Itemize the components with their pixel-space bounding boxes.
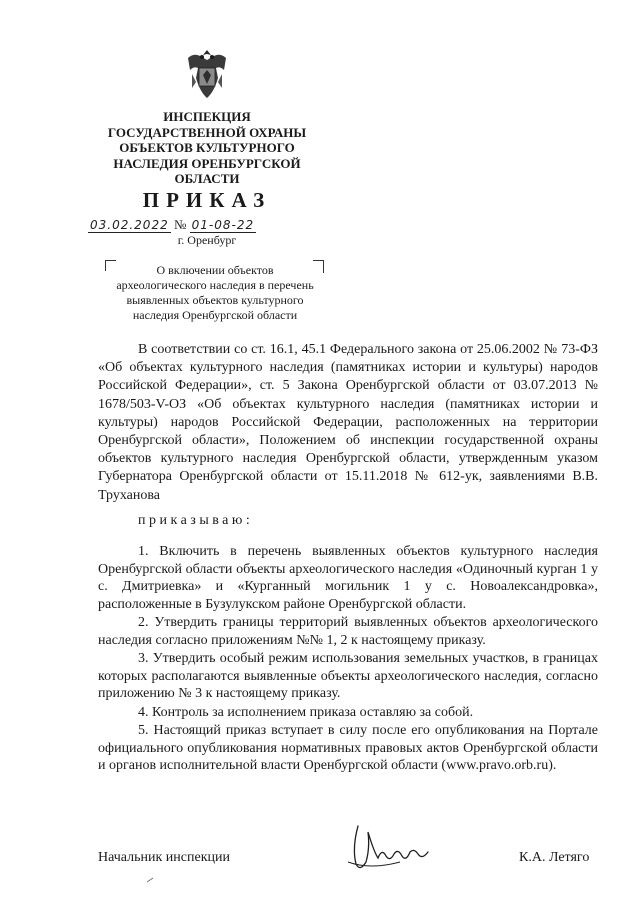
order-number: 01-08-22 bbox=[191, 218, 255, 232]
order-items bbox=[98, 543, 598, 776]
order-item: 3. Утвердить особый режим использования земельных участков, в границах которых располагаются выявленные объекты археологического наследия, согласно приложению № 3 к настоящему приказу. bbox=[98, 651, 598, 701]
agency-name bbox=[96, 109, 318, 187]
document-type-title: ПРИКАЗ bbox=[142, 188, 272, 212]
handwritten-signature bbox=[340, 818, 440, 878]
agency-line: НАСЛЕДИЯ ОРЕНБУРГСКОЙ bbox=[113, 155, 301, 171]
order-item: 1. Включить в перечень выявленных объектов культурного наследия Оренбургской области объекты археологического наследия «Одиночный курган 1 у с. Дмитриевка» и «Курганный могильник 1 у с. Новоалександровка», расположенные в Бузулукском районе Оренбургской области. bbox=[98, 544, 598, 612]
subject-line: наследия Оренбургской области bbox=[132, 308, 298, 322]
date-number-line bbox=[88, 217, 328, 233]
agency-line: ОБЪЕКТОВ КУЛЬТУРНОГО bbox=[119, 140, 295, 155]
agency-line: ОБЛАСТИ bbox=[174, 171, 240, 186]
coat-of-arms-icon bbox=[184, 48, 230, 102]
city-label: г. Оренбург bbox=[177, 233, 237, 247]
signatory-position: Начальник инспекции bbox=[98, 850, 230, 865]
subject-line: археологического наследия в перечень bbox=[116, 278, 314, 292]
prikazyvayu-heading: приказываю: bbox=[138, 513, 254, 528]
preamble-paragraph: В соответствии со ст. 16.1, 45.1 Федерального закона от 25.06.2002 № 73-ФЗ «Об объектах культурного наследия (памятниках истории и культуры) народов Российской Федерации», ст. 5 Закона Оренбургской области от 03.07.2013 № 1678/503-V-ОЗ «Об объектах культурного наследия (памятниках истории и культуры) народов Российской Федерации, расположенных на территории Оренбургской области», Положением об инспекции государственной охраны объектов культурного наследия Оренбургской области, утвержденным указом Губернатора Оренбургской области от 15.11.2018 № 612-ук, заявлениями В.В. Труханова bbox=[98, 342, 598, 503]
order-item: 5. Настоящий приказ вступает в силу после его опубликования на Портале официального опубликования нормативных правовых актов Оренбургской области и органов исполнительной власти Оренбургской области (www.pravo.orb.ru). bbox=[98, 723, 598, 773]
signatory-name: К.А. Летяго bbox=[519, 850, 590, 865]
order-item: 4. Контроль за исполнением приказа оставляю за собой. bbox=[138, 704, 474, 720]
order-date: 03.02.2022 bbox=[90, 218, 169, 232]
subject-line: О включении объектов bbox=[156, 263, 274, 277]
order-item: 2. Утвердить границы территорий выявленных объектов археологического наследия согласно приложениям №№ 1, 2 к настоящему приказу. bbox=[98, 615, 598, 648]
scan-mark bbox=[146, 876, 154, 884]
subject-line: выявленных объектов культурного bbox=[126, 293, 304, 307]
number-sign: № bbox=[173, 217, 187, 232]
agency-line: ИНСПЕКЦИЯ bbox=[163, 109, 251, 124]
order-subject bbox=[108, 263, 322, 323]
agency-line: ГОСУДАРСТВЕННОЙ ОХРАНЫ bbox=[107, 124, 307, 140]
